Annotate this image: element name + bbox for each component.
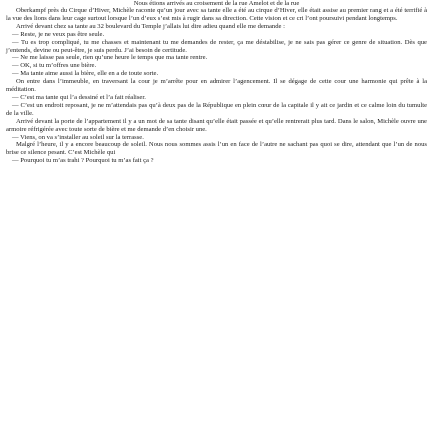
paragraph: Oberkampf près du Cirque d’Hiver, Michèle raconte qu’un jour avec sa tante elle a été au cirque d’Hiver, elle était assise au premier rang et a été terrifié à la vue des lions dans leur cage surtout lorsque l’un d’eux s’est mis à rugir dans sa direction. Cette vision et ce cri l’ont poursuivi pendant longtemps.	[6, 7, 427, 22]
dialogue-line: — Pourquoi tu m’as trahi ? Pourquoi tu m’as fait ça ?	[12, 157, 154, 165]
dialogue-line: — Viens, on va s’installer au soleil sur la terrasse.	[12, 133, 144, 141]
dialogue-line: — Tu es trop compliqué, tu me chasses et maintenant tu me demandes de rester, ça me déstabilise, je ne sais pas gérer ce genre de situation. Dès que j’entends, devine ou peut-être, je suis perdu. J’ai besoin de certitude.	[6, 38, 427, 54]
dialogue-line: — Reste, je ne veux pas être seule.	[12, 30, 105, 38]
dialogue-line: — OK, si tu m’offres une bière.	[12, 62, 97, 70]
paragraph: Arrivé devant la porte de l’appartement il y a un mot de sa tante disant qu’elle était passée et qu’elle rentrerait plus tard. Dans le salon, Michèle ouvre une armoire réfrigérée avec toute sorte de bière et me demande d’en choisir une.	[6, 117, 427, 133]
dialogue-line: — Ne me laisse pas seule, rien qu’une heure le temps que ma tante rentre.	[12, 54, 208, 62]
dialogue-line: — C’est ma tante qui l’a dessiné et l’a fait réaliser.	[12, 93, 146, 101]
book-page	[6, 0, 427, 433]
paragraph: Malgré l’heure, il y a encore beaucoup de soleil. Nous nous sommes assis l’un en face de l’autre ne sachant pas quoi se dire, attendant que l’un de nous brise ce silence pesant. C’est Michèle qui	[6, 141, 427, 157]
top-line: Nous étions arrivés au croisement de la rue Amelot et de la rue	[133, 0, 300, 7]
paragraph: Arrivé devant chez sa tante au 32 boulevard du Temple j’allais lui dire adieu quand elle me demande :	[16, 22, 285, 30]
dialogue-line: — Ma tante aime aussi la bière, elle en a de toute sorte.	[12, 70, 159, 78]
dialogue-line: — C’est un endroit reposant, je ne m’attendais pas qu’à deux pas de la République en plein cœur de la capitale il y ait ce jardin et ce calme loin du tumulte de la ville.	[6, 101, 427, 117]
paragraph: On entre dans l’immeuble, en traversant la cour je m’arrête pour en admirer l’agencement. Il se dégage de cette cour une harmonie qui prête à la méditation.	[6, 78, 427, 94]
